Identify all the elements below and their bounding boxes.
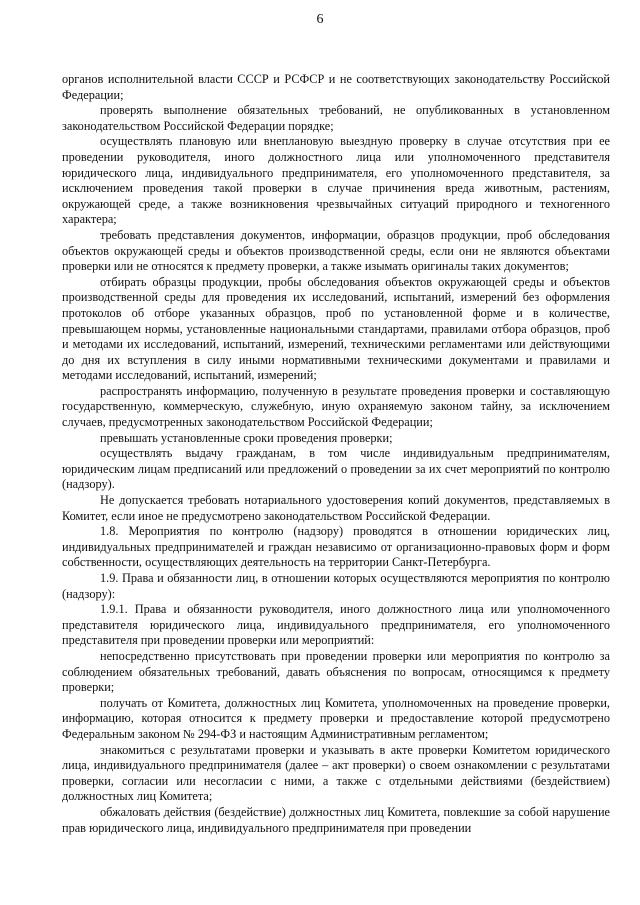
paragraph: осуществлять выдачу гражданам, в том числе индивидуальным предпринимателям, юридическим лицам предписаний или предложений о проведении за их счет мероприятий по контролю (надзору).	[62, 446, 610, 492]
paragraph: непосредственно присутствовать при проведении проверки или мероприятия по контролю за соблюдением обязательных требований, давать объяснения по вопросам, относящимся к предмету проверки;	[62, 648, 610, 695]
paragraph: знакомиться с результатами проверки и указывать в акте проверки Комитетом юридического лица, индивидуального предпринимателя (далее – акт проверки) о своем ознакомлении с результатами проверки, согласии или несогласии с ними, а также с отдельными действиями (бездействием) должностных лиц Комитета;	[62, 742, 610, 804]
paragraph: проверять выполнение обязательных требований, не опубликованных в установленном законодательством Российской Федерации порядке;	[62, 103, 610, 133]
paragraph: органов исполнительной власти СССР и РСФСР и не соответствующих законодательству Российской Федерации;	[62, 72, 610, 102]
paragraph: обжаловать действия (бездействие) должностных лиц Комитета, повлекшие за собой нарушение прав юридического лица, индивидуального предпринимателя при проведении	[62, 804, 610, 835]
paragraph: 1.9.1. Права и обязанности руководителя, иного должностного лица или уполномоченного представителя юридического лица, индивидуального предпринимателя, его уполномоченного представителя при проведении проверки или мероприятий:	[62, 602, 610, 648]
paragraph: получать от Комитета, должностных лиц Комитета, уполномоченных на проведение проверки, информацию, которая относится к предмету проверки и предоставление которой предусмотрено Федеральным законом № 294-ФЗ и настоящим Административным регламентом;	[62, 695, 610, 741]
paragraph: 1.9. Права и обязанности лиц, в отношении которых осуществляются мероприятия по контролю (надзору):	[62, 571, 610, 601]
page-number: 6	[316, 12, 324, 27]
paragraph: отбирать образцы продукции, пробы обследования объектов окружающей среды и объектов производственной среды для проведения их исследований, испытаний, измерений без оформления протоколов об отборе указанных образцов, проб по установленной форме и в количестве, превышающем нормы, установленные национальными стандартами, правилами отбора образцов, проб и методами их исследований, испытаний, измерений, техническими регламентами или действующими до дня их вступления в силу иными нормативными техническими документами и правилами и методами исследований, испытаний, измерений;	[62, 274, 610, 383]
paragraph: Не допускается требовать нотариального удостоверения копий документов, представляемых в Комитет, если иное не предусмотрено законодательством Российской Федерации.	[62, 493, 610, 523]
paragraph: распространять информацию, полученную в результате проведения проверки и составляющую государственную, коммерческую, служебную, иную охраняемую законом тайну, за исключением случаев, предусмотренных законодательством Российской Федерации;	[62, 383, 610, 430]
paragraph: превышать установленные сроки проведения проверки;	[100, 430, 393, 445]
paragraph: осуществлять плановую или внеплановую выездную проверку в случае отсутствия при ее проведении руководителя, иного должностного лица или уполномоченного представителя юридического лица, индивидуального предпринимателя, его уполномоченного представителя, за исключением проведения такой проверки в случае причинения вреда животным, растениям, окружающей среде, а также возникновения чрезвычайных ситуаций природного и техногенного характера;	[62, 134, 610, 227]
paragraph: требовать представления документов, информации, образцов продукции, проб обследования объектов окружающей среды и объектов производственной среды, если они не являются объектами проверки или не относятся к предмету проверки, а также изымать оригиналы таких документов;	[62, 227, 610, 274]
page-body	[62, 72, 610, 836]
paragraph: 1.8. Мероприятия по контролю (надзору) проводятся в отношении юридических лиц, индивидуальных предпринимателей и граждан независимо от организационно-правовых форм и форм собственности, осуществляющих деятельность на территории Санкт-Петербурга.	[62, 524, 610, 570]
